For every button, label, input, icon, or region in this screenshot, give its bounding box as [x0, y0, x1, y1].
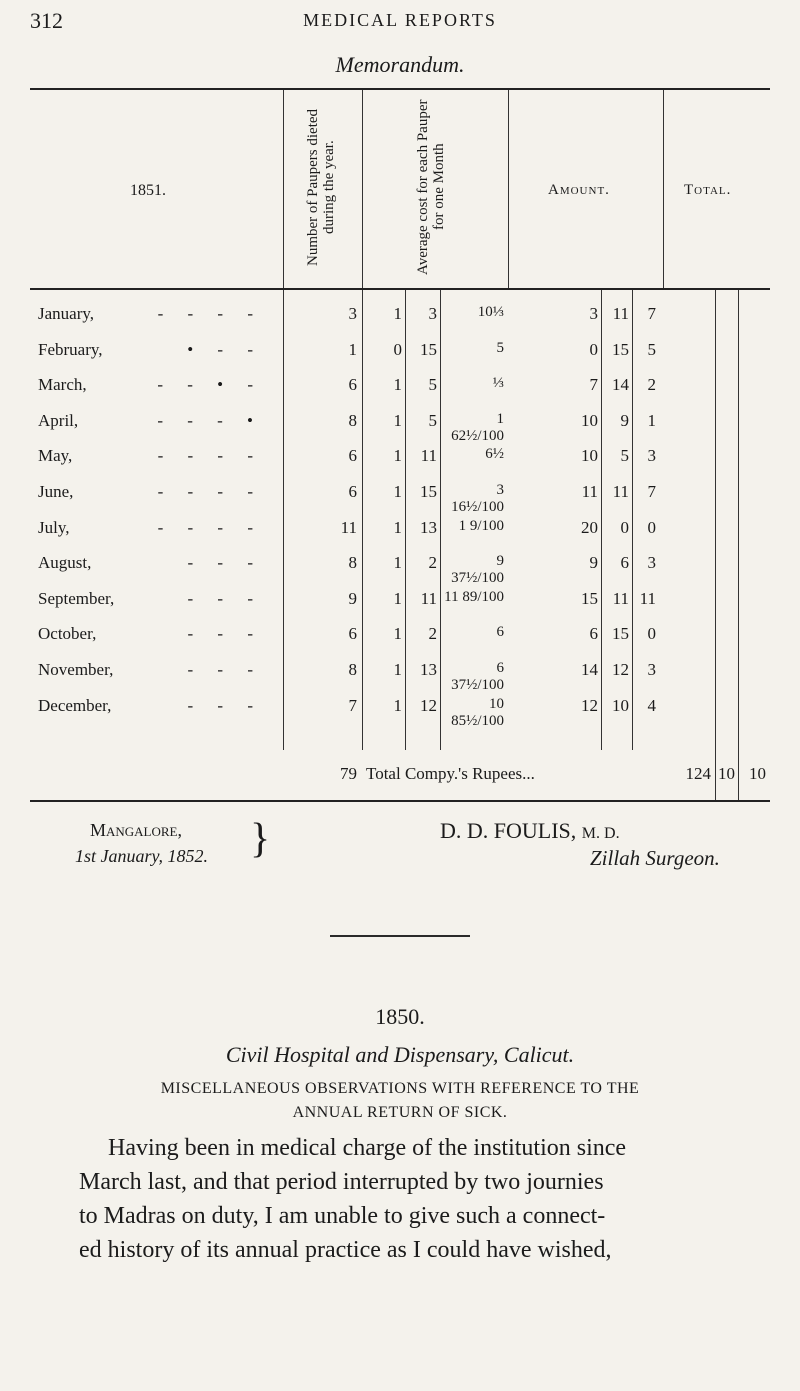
paupers-cell: 1 — [348, 339, 357, 359]
avg-pice-cell: 10 85½/100 — [451, 695, 504, 729]
month-name: June, — [38, 482, 74, 501]
table-row — [0, 518, 800, 548]
table-row — [0, 410, 800, 444]
avg-rupees-cell: 1 — [393, 553, 402, 573]
table-row — [0, 695, 800, 729]
avg-annas-cell: 15 — [420, 482, 437, 501]
table-row — [0, 553, 800, 587]
table-row — [0, 589, 800, 619]
month-label — [38, 660, 263, 680]
avg-rupees-cell: 1 — [393, 410, 402, 430]
avg-rupees-cell: 1 — [393, 624, 402, 644]
grand-total-pice: 10 — [749, 764, 766, 783]
amount-rupees-cell: 0 — [589, 339, 598, 359]
paupers-total: 79 — [340, 764, 357, 783]
amount-annas-cell: 5 — [620, 446, 629, 466]
amount-pice-cell: 4 — [647, 695, 656, 715]
brace-icon: } — [250, 816, 271, 862]
amount-annas-cell: 11 — [612, 482, 629, 501]
amount-rupees-cell: 15 — [581, 588, 598, 608]
leader-dashes: - - - — [187, 624, 263, 644]
month-label — [38, 446, 263, 466]
amount-rupees-cell: 10 — [581, 410, 598, 430]
avg-rupees-cell: 1 — [393, 660, 402, 679]
grand-total-annas: 10 — [718, 764, 735, 783]
memorandum-title: Memorandum. — [335, 52, 465, 77]
amount-rupees-cell: 6 — [589, 624, 598, 644]
paupers-column-header: Number of Paupers dieted during the year. — [305, 108, 337, 266]
amount-annas-cell: 0 — [620, 517, 629, 537]
avg-pice-cell: 6½ — [485, 446, 504, 463]
leader-dashes: - - - - — [157, 304, 263, 323]
total-label: Total Compy.'s Rupees... — [366, 764, 535, 783]
amount-pice-cell: 0 — [647, 624, 656, 644]
leader-dashes: - - - - — [157, 517, 263, 537]
amount-annas-cell: 15 — [612, 339, 629, 359]
amount-column-header: Amount. — [548, 182, 610, 198]
amount-rupees-cell: 10 — [581, 446, 598, 466]
avg-pice-cell: 1 9/100 — [458, 517, 504, 534]
signature-name: D. D. FOULIS, — [440, 818, 577, 843]
paupers-cell: 6 — [348, 482, 357, 501]
amount-annas-cell: 6 — [620, 553, 629, 573]
amount-pice-cell: 2 — [647, 375, 656, 395]
table-row — [0, 660, 800, 693]
month-name: November, — [38, 660, 114, 679]
avg-annas-cell: 11 — [420, 446, 437, 466]
avg-annas-cell: 2 — [428, 624, 437, 644]
month-name: April, — [38, 410, 79, 430]
avg-pice-cell: 6 37½/100 — [451, 660, 504, 693]
paupers-cell: 6 — [348, 446, 357, 466]
avg-annas-cell: 12 — [420, 695, 437, 715]
amount-annas-cell: 10 — [612, 695, 629, 715]
amount-rupees-cell: 12 — [581, 695, 598, 715]
avg-rupees-cell: 1 — [393, 482, 402, 501]
leader-dashes: - - • - — [157, 375, 263, 395]
amount-rupees-cell: 9 — [589, 553, 598, 573]
leader-dashes: - - - - — [157, 482, 263, 501]
col-divider — [663, 90, 664, 290]
avg-pice-cell: 5 — [496, 339, 504, 356]
grand-total-rupees: 124 — [685, 764, 711, 783]
month-name: July, — [38, 517, 70, 537]
table-row — [0, 375, 800, 405]
institution-title: Civil Hospital and Dispensary, Calicut. — [225, 1042, 575, 1067]
table-row — [0, 304, 800, 334]
avg-annas-cell: 3 — [428, 304, 437, 323]
avg-pice-cell: ⅓ — [492, 375, 504, 392]
signature-place: Mangalore, — [90, 820, 182, 840]
table-row — [0, 482, 800, 515]
leader-dashes: - - - — [187, 695, 263, 715]
leader-dashes: • - - — [187, 339, 263, 359]
amount-pice-cell: 5 — [647, 339, 656, 359]
month-label — [38, 624, 263, 644]
avg-annas-cell: 13 — [420, 517, 437, 537]
paupers-cell: 8 — [348, 660, 357, 679]
average-cost-column-header: Average cost for each Pauper for one Month — [415, 99, 447, 275]
month-label — [38, 304, 263, 324]
avg-annas-cell: 13 — [420, 660, 437, 679]
amount-rupees-cell: 11 — [581, 482, 598, 501]
month-label — [38, 553, 263, 573]
month-name: January, — [38, 304, 95, 323]
amount-annas-cell: 9 — [620, 410, 629, 430]
month-label — [38, 696, 263, 716]
section-divider — [330, 935, 470, 937]
avg-annas-cell: 2 — [428, 553, 437, 573]
section-heading-line1: MISCELLANEOUS OBSERVATIONS WITH REFERENCE TO THE — [160, 1080, 640, 1097]
month-name: October, — [38, 624, 97, 644]
paupers-cell: 11 — [340, 517, 357, 537]
paragraph-line: to Madras on duty, I am unable to give such a connect- — [79, 1203, 606, 1229]
section-heading-line2: ANNUAL RETURN OF SICK. — [292, 1104, 508, 1121]
month-name: December, — [38, 695, 112, 715]
amount-rupees-cell: 7 — [589, 375, 598, 395]
avg-rupees-cell: 1 — [393, 304, 402, 323]
avg-rupees-cell: 1 — [393, 375, 402, 395]
month-label — [38, 411, 263, 431]
month-label — [38, 375, 263, 395]
amount-pice-cell: 1 — [647, 410, 656, 430]
paupers-cell: 3 — [348, 304, 357, 323]
amount-pice-cell: 7 — [647, 482, 656, 501]
paupers-cell: 6 — [348, 624, 357, 644]
avg-rupees-cell: 0 — [393, 339, 402, 359]
signature-degree: M. D. — [581, 825, 620, 842]
paragraph-line: ed history of its annual practice as I could have wished, — [79, 1237, 612, 1263]
header-bottom-rule — [30, 288, 770, 290]
avg-annas-cell: 5 — [428, 375, 437, 395]
table-row — [0, 446, 800, 476]
paupers-cell: 8 — [348, 410, 357, 430]
avg-annas-cell: 15 — [420, 339, 437, 359]
month-name: March, — [38, 375, 87, 395]
leader-dashes: - - - • — [157, 410, 263, 430]
total-column-header: Total. — [684, 182, 732, 198]
table-row — [0, 340, 800, 370]
amount-rupees-cell: 3 — [589, 304, 598, 323]
leader-dashes: - - - — [187, 588, 263, 608]
month-name: May, — [38, 446, 73, 466]
avg-annas-cell: 5 — [428, 410, 437, 430]
paupers-cell: 8 — [348, 553, 357, 573]
table-top-rule — [30, 88, 770, 90]
signature-date: 1st January, 1852. — [75, 846, 208, 866]
paragraph-line: Having been in medical charge of the institution since — [108, 1135, 627, 1161]
avg-pice-cell: 6 — [496, 624, 504, 641]
paragraph-line: March last, and that period interrupted by two journies — [79, 1169, 604, 1195]
avg-rupees-cell: 1 — [393, 517, 402, 537]
month-name: February, — [38, 339, 103, 359]
amount-pice-cell: 3 — [647, 446, 656, 466]
amount-annas-cell: 11 — [612, 588, 629, 608]
signature-title: Zillah Surgeon. — [590, 846, 720, 870]
month-label — [38, 340, 263, 360]
amount-pice-cell: 0 — [647, 517, 656, 537]
avg-pice-cell: 10⅓ — [477, 304, 504, 320]
avg-pice-cell: 1 62½/100 — [451, 410, 504, 444]
avg-pice-cell: 9 37½/100 — [451, 553, 504, 587]
leader-dashes: - - - — [187, 660, 263, 679]
section-year: 1850. — [375, 1004, 425, 1029]
amount-annas-cell: 11 — [612, 304, 629, 323]
running-head: MEDICAL REPORTS — [303, 10, 497, 30]
table-footer-row — [0, 764, 800, 794]
leader-dashes: - - - — [187, 553, 263, 573]
amount-pice-cell: 3 — [647, 660, 656, 679]
paupers-cell: 6 — [348, 375, 357, 395]
page-number: 312 — [30, 8, 63, 33]
table-bottom-rule — [30, 800, 770, 802]
avg-pice-cell: 3 16½/100 — [451, 482, 504, 515]
year-header: 1851. — [130, 182, 166, 199]
amount-annas-cell: 14 — [612, 375, 629, 395]
avg-annas-cell: 11 — [420, 588, 437, 608]
paupers-cell: 9 — [348, 588, 357, 608]
avg-pice-cell: 11 89/100 — [444, 588, 504, 605]
month-label — [38, 589, 263, 609]
amount-rupees-cell: 14 — [581, 660, 598, 679]
month-label — [38, 482, 263, 502]
month-name: August, — [38, 553, 92, 573]
paupers-cell: 7 — [348, 695, 357, 715]
avg-rupees-cell: 1 — [393, 446, 402, 466]
month-name: September, — [38, 588, 115, 608]
amount-pice-cell: 7 — [647, 304, 656, 323]
month-label — [38, 518, 263, 538]
amount-pice-cell: 11 — [639, 588, 656, 608]
amount-annas-cell: 15 — [612, 624, 629, 644]
signature-name-line — [440, 818, 620, 844]
table-row — [0, 624, 800, 654]
amount-annas-cell: 12 — [612, 660, 629, 679]
col-divider — [508, 90, 509, 290]
leader-dashes: - - - - — [157, 446, 263, 466]
amount-rupees-cell: 20 — [581, 517, 598, 537]
avg-rupees-cell: 1 — [393, 695, 402, 715]
amount-pice-cell: 3 — [647, 553, 656, 573]
avg-rupees-cell: 1 — [393, 588, 402, 608]
